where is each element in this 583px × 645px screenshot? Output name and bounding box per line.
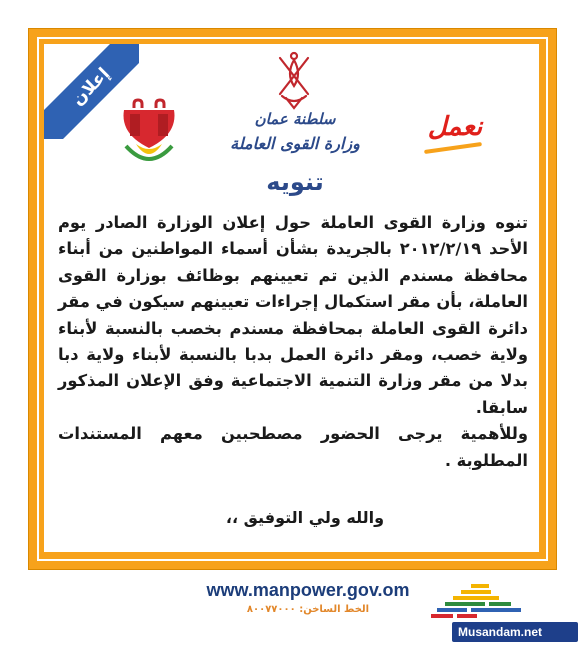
website-link[interactable]: www.manpower.gov.om xyxy=(206,580,410,600)
closing-line: والله ولي التوفيق ،، xyxy=(225,508,385,527)
ribbon-label: إعلان xyxy=(44,44,139,139)
site-watermark: Musandam.net xyxy=(452,622,578,642)
oman-emblem-icon xyxy=(272,50,316,110)
omanisation-logo-icon xyxy=(116,94,182,166)
ministry-name-line2: وزارة القوى العاملة xyxy=(230,134,360,153)
notice-body xyxy=(58,210,528,474)
ministry-bars-logo-icon xyxy=(431,580,541,622)
hotline-number: الخط الساخن: ٨٠٠٧٧٠٠٠ xyxy=(246,604,370,615)
slogan-logo xyxy=(420,112,490,148)
footer-bar xyxy=(18,572,563,620)
ministry-name-line1: سلطنة عمان xyxy=(254,110,336,128)
notice-title: تنويه xyxy=(266,168,324,196)
body-paragraph-2: وللأهمية يرجى الحضور مصطحبين معهم المستندات المطلوبة . xyxy=(58,424,528,470)
slogan-text: نعمل xyxy=(427,112,483,142)
body-paragraph-1: تنوه وزارة القوى العاملة حول إعلان الوزارة الصادر يوم الأحد ٢٠١٢/٢/١٩ بالجريدة بشأن أسماء المواطنين من أبناء محافظة مسندم الذين تم تعيينهم بوظائف بوزارة القوى العاملة، بأن مقر استكمال إجراءات تعيينهم سيكون في مقر دائرة القوى العاملة بمحافظة مسندم بخصب بالنسبة لأبناء ولاية خصب، ومقر دائرة العمل بدبا بالنسبة لأبناء ولاية دبا بدلا من مقر وزارة التنمية الاجتماعية وفق الإعلان المذكور سابقا. xyxy=(58,213,528,417)
